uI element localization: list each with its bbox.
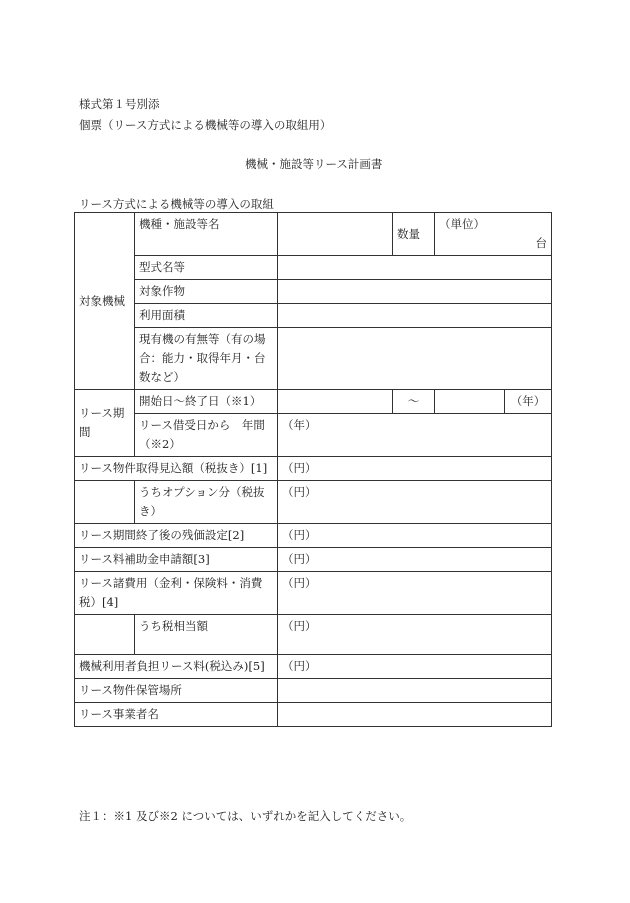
lease-period-label: リース期間 [75,390,135,457]
user-burden-label: 機械利用者負担リース料(税込み)[5] [75,655,278,679]
target-crop-field[interactable] [278,280,552,304]
acquisition-cost-label: リース物件取得見込額（税抜き）[1] [75,457,278,481]
lease-business-label: リース事業者名 [75,703,278,727]
lease-business-field[interactable] [278,703,552,727]
empty-cell [75,615,135,655]
empty-cell [75,481,135,524]
option-portion-field[interactable] [278,481,552,524]
unit-label: （単位） [439,217,485,231]
footnote: 注１：※1 及び※2 については、いずれかを記入してください。 [79,809,412,823]
form-subtitle: 個票（リース方式による機械等の導入の取組用） [79,118,332,132]
unit-value: 台 [535,236,547,250]
machine-name-field[interactable] [278,213,393,256]
subsidy-application-label: リース料補助金申請額[3] [75,548,278,572]
option-portion-unit: （円） [282,485,317,499]
lease-years-unit: （年） [282,418,317,432]
machine-name-label: 機種・施設等名 [135,213,278,256]
usage-area-label: 利用面積 [135,304,278,328]
residual-value-field[interactable] [278,524,552,548]
lease-expenses-field[interactable] [278,572,552,615]
lease-expenses-label: リース諸費用（金利・保険料・消費税）[4] [75,572,278,615]
model-label: 型式名等 [135,256,278,280]
tax-equivalent-unit: （円） [282,619,317,633]
lease-expenses-unit: （円） [282,576,317,590]
model-field[interactable] [278,256,552,280]
storage-location-field[interactable] [278,679,552,703]
quantity-field[interactable] [435,213,552,256]
usage-area-field[interactable] [278,304,552,328]
existing-machine-label: 現有機の有無等（有の場合：能力・取得年月・台数など） [135,328,278,390]
lease-years-field[interactable] [278,414,552,457]
year-unit-label: （年） [505,390,552,414]
end-date-field[interactable] [435,390,505,414]
user-burden-unit: （円） [282,659,317,673]
existing-machine-field[interactable] [278,328,552,390]
tax-equivalent-label: うち税相当額 [135,615,278,655]
start-end-label: 開始日～終了日（※1） [135,390,278,414]
from-lease-date-label: リース借受日から 年間（※2） [135,414,278,457]
storage-location-label: リース物件保管場所 [75,679,278,703]
acquisition-cost-field[interactable] [278,457,552,481]
form-number: 様式第１号別添 [79,97,160,111]
quantity-label: 数量 [393,213,435,256]
option-portion-label: うちオプション分（税抜き） [135,481,278,524]
tax-equivalent-field[interactable] [278,615,552,655]
subsidy-application-field[interactable] [278,548,552,572]
target-machine-label: 対象機械 [75,213,135,390]
section-heading: リース方式による機械等の導入の取組 [79,197,274,211]
target-crop-label: 対象作物 [135,280,278,304]
document-title: 機械・施設等リース計画書 [245,157,383,171]
residual-value-label: リース期間終了後の残価設定[2] [75,524,278,548]
subsidy-application-unit: （円） [282,552,317,566]
tilde-separator: ～ [393,390,435,414]
residual-value-unit: （円） [282,528,317,542]
start-date-field[interactable] [278,390,393,414]
user-burden-field[interactable] [278,655,552,679]
lease-plan-table [74,212,552,727]
acquisition-cost-unit: （円） [282,461,317,475]
